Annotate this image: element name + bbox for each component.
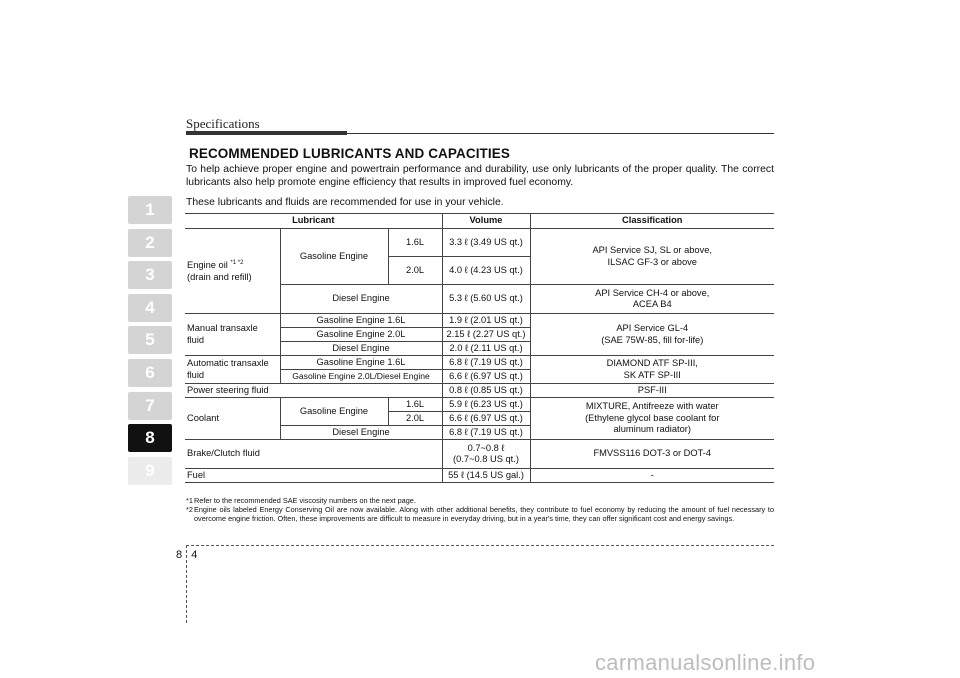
manual-r3-volume: 2.0 ℓ (2.11 US qt.) bbox=[442, 342, 530, 356]
brake-label: Brake/Clutch fluid bbox=[185, 440, 442, 469]
footnotes bbox=[186, 497, 774, 523]
power-steering-volume: 0.8 ℓ (0.85 US qt.) bbox=[442, 384, 530, 398]
engine-oil-label: Engine oil $^{*1 *2}$ (drain and refill) bbox=[185, 229, 280, 314]
engine-oil-diesel-volume: 5.3 ℓ (5.60 US qt.) bbox=[442, 285, 530, 314]
page-index: 4 bbox=[191, 549, 198, 561]
header-rule-thin bbox=[347, 133, 774, 134]
coolant-g20: 2.0L bbox=[388, 412, 442, 426]
auto-r2: Gasoline Engine 2.0L/Diesel Engine bbox=[280, 370, 442, 384]
auto-class: DIAMOND ATF SP-III, SK ATF SP-III bbox=[530, 356, 774, 384]
table-row bbox=[185, 356, 774, 370]
chapter-tabs bbox=[128, 196, 172, 489]
chapter-tab-3[interactable]: 3 bbox=[128, 261, 172, 289]
brake-volume: 0.7~0.8 ℓ (0.7~0.8 US qt.) bbox=[442, 440, 530, 469]
auto-r1-volume: 6.8 ℓ (7.19 US qt.) bbox=[442, 356, 530, 370]
lubricants-table bbox=[185, 213, 774, 483]
chapter-tab-2[interactable]: 2 bbox=[128, 229, 172, 257]
fuel-class: - bbox=[530, 469, 774, 483]
section-title: Specifications bbox=[186, 116, 260, 131]
coolant-g16-volume: 5.9 ℓ (6.23 US qt.) bbox=[442, 398, 530, 412]
engine-oil-marks: *1 *2 bbox=[230, 260, 244, 267]
footnote-2: *2 Engine oils labeled Energy Conserving Oil are now available. Along with other additional benefits, they contribute to fuel economy by reducing the amount of fuel necessary to overcome engine friction. Often, these improvements are difficult to measure in everyday driving, but in a year's time, they can offer significant cost and energy savings. bbox=[186, 504, 774, 523]
auto-r1: Gasoline Engine 1.6L bbox=[280, 356, 442, 370]
power-steering-label: Power steering fluid bbox=[185, 384, 442, 398]
table-row bbox=[185, 398, 774, 412]
manual-r3: Diesel Engine bbox=[280, 342, 442, 356]
power-steering-class: PSF-III bbox=[530, 384, 774, 398]
engine-oil-g20: 2.0L bbox=[388, 257, 442, 285]
header-volume: Volume bbox=[442, 214, 530, 229]
intro-paragraph: To help achieve proper engine and powertrain performance and durability, use only lubricants of the proper quality. The correct lubricants also help promote engine efficiency that results in improved fuel economy. bbox=[186, 164, 774, 188]
watermark: carmanualsonline.info bbox=[595, 650, 816, 675]
coolant-g16: 1.6L bbox=[388, 398, 442, 412]
chapter-tab-4[interactable]: 4 bbox=[128, 294, 172, 322]
intro-sentence: These lubricants and fluids are recommended for use in your vehicle. bbox=[186, 197, 504, 208]
fuel-volume: 55 ℓ (14.5 US gal.) bbox=[442, 469, 530, 483]
page-number bbox=[176, 549, 203, 561]
engine-oil-g16: 1.6L bbox=[388, 229, 442, 257]
manual-r1-volume: 1.9 ℓ (2.01 US qt.) bbox=[442, 314, 530, 328]
chapter-tab-9[interactable]: 9 bbox=[128, 457, 172, 485]
brake-class: FMVSS116 DOT-3 or DOT-4 bbox=[530, 440, 774, 469]
manual-r1: Gasoline Engine 1.6L bbox=[280, 314, 442, 328]
coolant-class: MIXTURE, Antifreeze with water (Ethylene glycol base coolant for aluminum radiator) bbox=[530, 398, 774, 440]
table-row bbox=[185, 384, 774, 398]
manual-r2-volume: 2.15 ℓ (2.27 US qt.) bbox=[442, 328, 530, 342]
coolant-gasoline: Gasoline Engine bbox=[280, 398, 388, 426]
table-header-row bbox=[185, 214, 774, 229]
table-row bbox=[185, 229, 774, 257]
manual-class: API Service GL-4 (SAE 75W-85, fill for-life) bbox=[530, 314, 774, 356]
engine-oil-g20-volume: 4.0 ℓ (4.23 US qt.) bbox=[442, 257, 530, 285]
header-rule-thick bbox=[186, 131, 347, 135]
engine-oil-g16-volume: 3.3 ℓ (3.49 US qt.) bbox=[442, 229, 530, 257]
engine-oil-diesel-class: API Service CH-4 or above, ACEA B4 bbox=[530, 285, 774, 314]
engine-oil-gasoline: Gasoline Engine bbox=[280, 229, 388, 285]
page-chapter: 8 bbox=[176, 549, 183, 561]
header-classification: Classification bbox=[530, 214, 774, 229]
manual-r2: Gasoline Engine 2.0L bbox=[280, 328, 442, 342]
chapter-tab-8[interactable]: 8 bbox=[128, 424, 172, 452]
chapter-tab-5[interactable]: 5 bbox=[128, 326, 172, 354]
footnote-1: *1 Refer to the recommended SAE viscosity numbers on the next page. bbox=[186, 496, 416, 505]
auto-r2-volume: 6.6 ℓ (6.97 US qt.) bbox=[442, 370, 530, 384]
engine-oil-diesel: Diesel Engine bbox=[280, 285, 442, 314]
table-row bbox=[185, 314, 774, 328]
table-row bbox=[185, 440, 774, 469]
coolant-g20-volume: 6.6 ℓ (6.97 US qt.) bbox=[442, 412, 530, 426]
page-heading: RECOMMENDED LUBRICANTS AND CAPACITIES bbox=[189, 146, 510, 161]
table-row bbox=[185, 469, 774, 483]
coolant-label: Coolant bbox=[185, 398, 280, 440]
chapter-tab-1[interactable]: 1 bbox=[128, 196, 172, 224]
manual-transaxle-label: Manual transaxle fluid bbox=[185, 314, 280, 356]
coolant-diesel-volume: 6.8 ℓ (7.19 US qt.) bbox=[442, 426, 530, 440]
footer-dashed-rule bbox=[186, 545, 774, 546]
fuel-label: Fuel bbox=[185, 469, 442, 483]
header-lubricant: Lubricant bbox=[185, 214, 442, 229]
auto-transaxle-label: Automatic transaxle fluid bbox=[185, 356, 280, 384]
coolant-diesel: Diesel Engine bbox=[280, 426, 442, 440]
chapter-tab-6[interactable]: 6 bbox=[128, 359, 172, 387]
chapter-tab-7[interactable]: 7 bbox=[128, 392, 172, 420]
engine-oil-gas-class: API Service SJ, SL or above, ILSAC GF-3 or above bbox=[530, 229, 774, 285]
